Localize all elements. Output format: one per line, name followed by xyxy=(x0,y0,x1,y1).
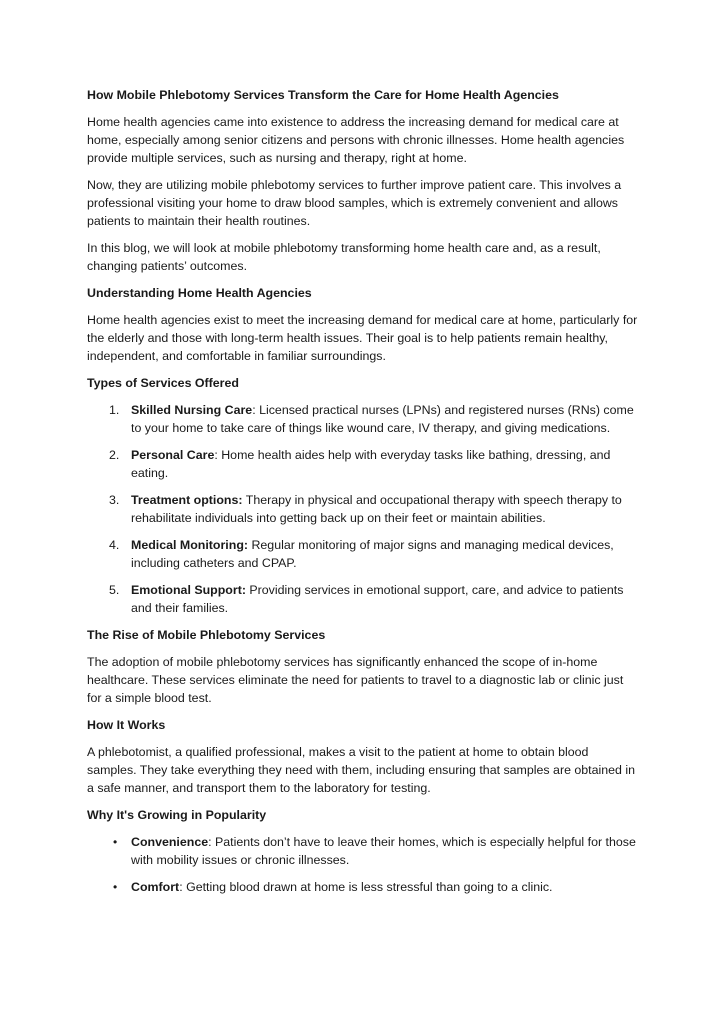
list-item-term: Comfort xyxy=(131,880,180,894)
list-item xyxy=(87,446,640,482)
list-item-text: : Getting blood drawn at home is less stressful than going to a clinic. xyxy=(179,880,553,894)
section-heading-how-it-works: How It Works xyxy=(87,718,166,732)
list-number: 5. xyxy=(109,583,120,597)
list-item-term: Medical Monitoring: xyxy=(131,538,249,552)
list-item xyxy=(87,581,640,617)
list-item-text: Providing services in emotional support, care, and advice to patients and their families. xyxy=(131,583,624,615)
section-heading-understanding: Understanding Home Health Agencies xyxy=(87,286,312,300)
intro-paragraph-1: Home health agencies came into existence to address the increasing demand for medical care at home, especially among senior citizens and persons with chronic illnesses. Home health agencies provide multiple services, such as nursing and therapy, right at home. xyxy=(87,115,625,165)
list-item xyxy=(87,536,640,572)
section-heading-rise: The Rise of Mobile Phlebotomy Services xyxy=(87,628,326,642)
list-number: 3. xyxy=(109,493,120,507)
list-item xyxy=(87,878,640,896)
list-item xyxy=(87,491,640,527)
list-item-text: : Patients don’t have to leave their homes, which is especially helpful for those with mobility issues or chronic illnesses. xyxy=(131,835,636,867)
list-item-term: Convenience xyxy=(131,835,209,849)
section-body-how-it-works: A phlebotomist, a qualified professional, makes a visit to the patient at home to obtain blood samples. They take everything they need with them, including ensuring that samples are obtained in a safe manner, and transport them to the laboratory for testing. xyxy=(87,745,636,795)
list-item-text: Therapy in physical and occupational therapy with speech therapy to rehabilitate individuals into getting back up on their feet or maintain abilities. xyxy=(131,493,622,525)
popularity-list xyxy=(87,833,640,896)
list-number: 1. xyxy=(109,403,120,417)
list-number: 4. xyxy=(109,538,120,552)
section-heading-services: Types of Services Offered xyxy=(87,376,239,390)
section-body-rise: The adoption of mobile phlebotomy services has significantly enhanced the scope of in-home healthcare. These services eliminate the need for patients to travel to a diagnostic lab or clinic just for a simple blood test. xyxy=(87,655,624,705)
bullet-icon: • xyxy=(113,835,118,849)
list-item xyxy=(87,401,640,437)
list-item-term: Treatment options: xyxy=(131,493,243,507)
list-item-text: : Home health aides help with everyday tasks like bathing, dressing, and eating. xyxy=(131,448,611,480)
bullet-icon: • xyxy=(113,880,118,894)
section-heading-popularity: Why It's Growing in Popularity xyxy=(87,808,267,822)
list-item-term: Skilled Nursing Care xyxy=(131,403,253,417)
list-number: 2. xyxy=(109,448,120,462)
list-item-text: Regular monitoring of major signs and managing medical devices, including catheters and CPAP. xyxy=(131,538,614,570)
document-title: How Mobile Phlebotomy Services Transform the Care for Home Health Agencies xyxy=(87,88,559,102)
list-item-term: Emotional Support: xyxy=(131,583,246,597)
intro-paragraph-2: Now, they are utilizing mobile phlebotomy services to further improve patient care. This involves a professional visiting your home to draw blood samples, which is extremely convenient and allows patients to maintain their health routines. xyxy=(87,178,622,228)
list-item xyxy=(87,833,640,869)
list-item-term: Personal Care xyxy=(131,448,215,462)
services-list xyxy=(87,401,640,617)
list-item-text: : Licensed practical nurses (LPNs) and registered nurses (RNs) come to your home to take care of things like wound care, IV therapy, and giving medications. xyxy=(131,403,634,435)
intro-paragraph-3: In this blog, we will look at mobile phlebotomy transforming home health care and, as a result, changing patients’ outcomes. xyxy=(87,241,601,273)
section-body-understanding: Home health agencies exist to meet the increasing demand for medical care at home, particularly for the elderly and those with long-term health issues. Their goal is to help patients remain healthy, independent, and comfortable in familiar surroundings. xyxy=(87,313,638,363)
